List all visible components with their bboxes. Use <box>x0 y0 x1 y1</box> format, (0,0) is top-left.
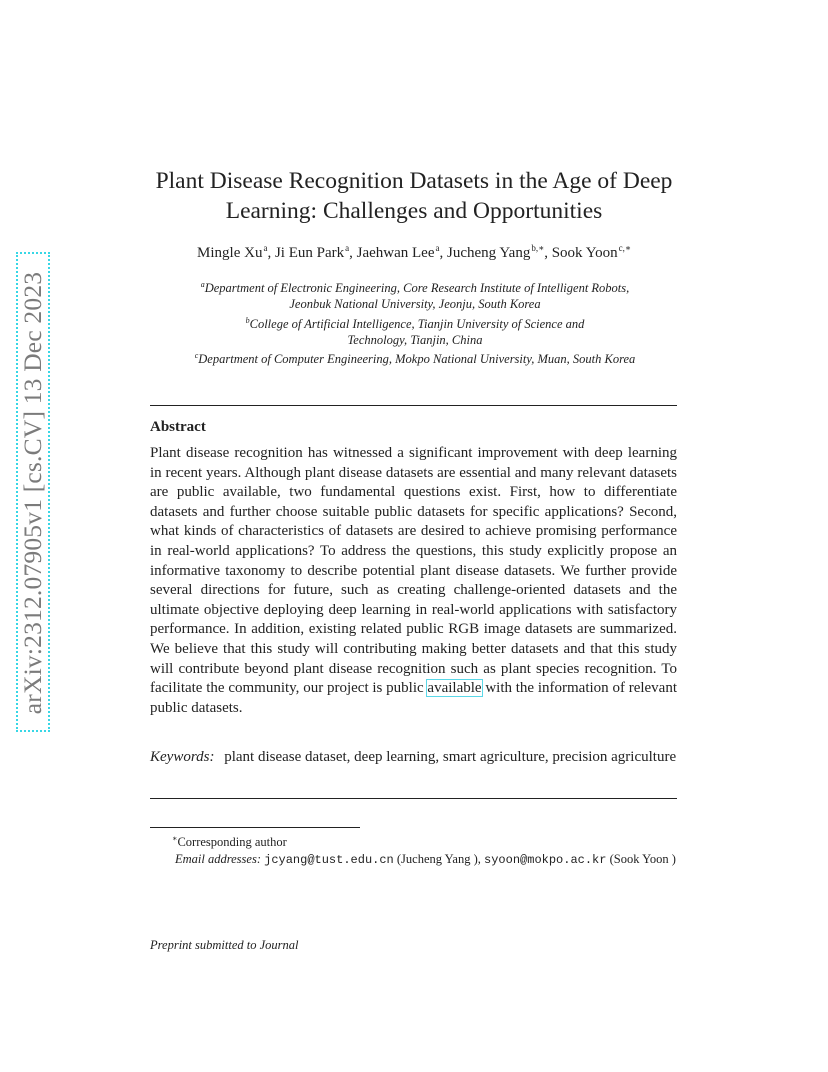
affiliation-text: College of Artificial Intelligence, Tianjin University of Science and <box>249 316 585 331</box>
affiliation-b-line-1 <box>120 313 710 332</box>
keywords-label: Keywords: <box>150 749 215 765</box>
author-affiliation-mark: c,∗ <box>618 243 631 253</box>
email-link-2[interactable]: syoon@mokpo.ac.kr <box>484 852 607 867</box>
affiliation-a-line-2: Jeonbuk National University, Jeonju, South Korea <box>289 297 541 312</box>
email-link-1[interactable]: jcyang@tust.edu.cn <box>264 852 394 867</box>
affiliation-text: Department of Computer Engineering, Mokpo National University, Muan, South Korea <box>198 352 636 367</box>
preprint-note: Preprint submitted to Journal <box>150 938 299 952</box>
abstract-top-rule <box>150 405 677 406</box>
author-list: Mingle Xu$^a$, Ji Eun Park$^a$, Jaehwan Lee$^a$, Jucheng Yang$^{b,∗}$, Sook Yoon$^{c,∗}$ <box>197 243 631 261</box>
footnote <box>150 831 677 868</box>
paper-title <box>100 166 728 226</box>
arxiv-stamp-text: arXiv:2312.07905v1 [cs.CV] 13 Dec 2023 <box>18 271 47 715</box>
author-name: Sook Yoon <box>551 245 618 261</box>
author-affiliation-mark: a <box>345 243 350 253</box>
author-affiliation-mark: a <box>263 243 268 253</box>
footnote-corresponding <box>150 831 677 851</box>
email-owner-1: (Jucheng Yang ), <box>396 851 481 866</box>
arxiv-side-stamp[interactable] <box>16 252 52 734</box>
footnote-emails <box>150 851 677 869</box>
footnote-corresponding-text: Corresponding author <box>177 835 287 849</box>
keywords <box>150 748 677 768</box>
affiliation-mark: c <box>194 351 199 361</box>
affiliation-text: Department of Electronic Engineering, Core Research Institute of Intelligent Robots, <box>204 281 630 295</box>
author-name: Jucheng Yang <box>447 245 531 261</box>
author-name: Ji Eun Park <box>274 245 345 261</box>
abstract-body <box>150 444 677 718</box>
paper-title-line-2: Learning: Challenges and Opportunities <box>225 198 603 224</box>
abstract-text: Plant disease recognition has witnessed a significant improvement with deep learning in recent years. Although plant disease datasets are essential and many relevant datasets are public available, two fundamental questions exist. First, how to differentiate datasets and further choose suitable public datasets for specific applications? Second, what kinds of characteristics of datasets are desired to achieve promising performance in real-world applications? To address the questions, this study explicitly propose an informative taxonomy to describe potential plant disease datasets. We further provide several directions for future, such as creating challenge-oriented datasets and the ultimate objective deploying deep learning in real-world applications with satisfactory performance. In addition, existing related public RGB image datasets are summarized. We believe that this study will contributing making better datasets and that this study will contribute beyond plant disease recognition such as plant species recognition. To facilitate the community, our project is public <box>150 445 677 697</box>
affiliation-mark: a <box>200 280 205 289</box>
affiliation-mark: b <box>245 315 250 325</box>
keywords-text: plant disease dataset, deep learning, smart agriculture, precision agriculture <box>224 749 677 765</box>
author-name: Mingle Xu <box>197 245 263 261</box>
abstract-heading: Abstract <box>150 419 206 435</box>
affiliations <box>120 277 710 367</box>
affiliation-a-line-1 <box>120 277 710 296</box>
email-owner-2: (Sook Yoon ) <box>609 851 676 866</box>
email-label: Email addresses: <box>175 851 261 866</box>
affiliation-c-line-1 <box>120 348 710 367</box>
footnote-rule <box>150 827 360 828</box>
available-link[interactable]: available <box>427 680 482 697</box>
author-affiliation-mark: a <box>435 243 440 253</box>
abstract-text-end: with the information of relevant public datasets. <box>150 680 678 716</box>
author-name: Jaehwan Lee <box>356 245 435 261</box>
author-affiliation-mark: b,∗ <box>531 243 545 253</box>
abstract-bottom-rule <box>150 798 677 799</box>
paper-title-line-1: Plant Disease Recognition Datasets in the Age of Deep <box>155 168 673 194</box>
footnote-mark: ∗ <box>172 834 178 843</box>
affiliation-b-line-2: Technology, Tianjin, China <box>347 332 483 347</box>
